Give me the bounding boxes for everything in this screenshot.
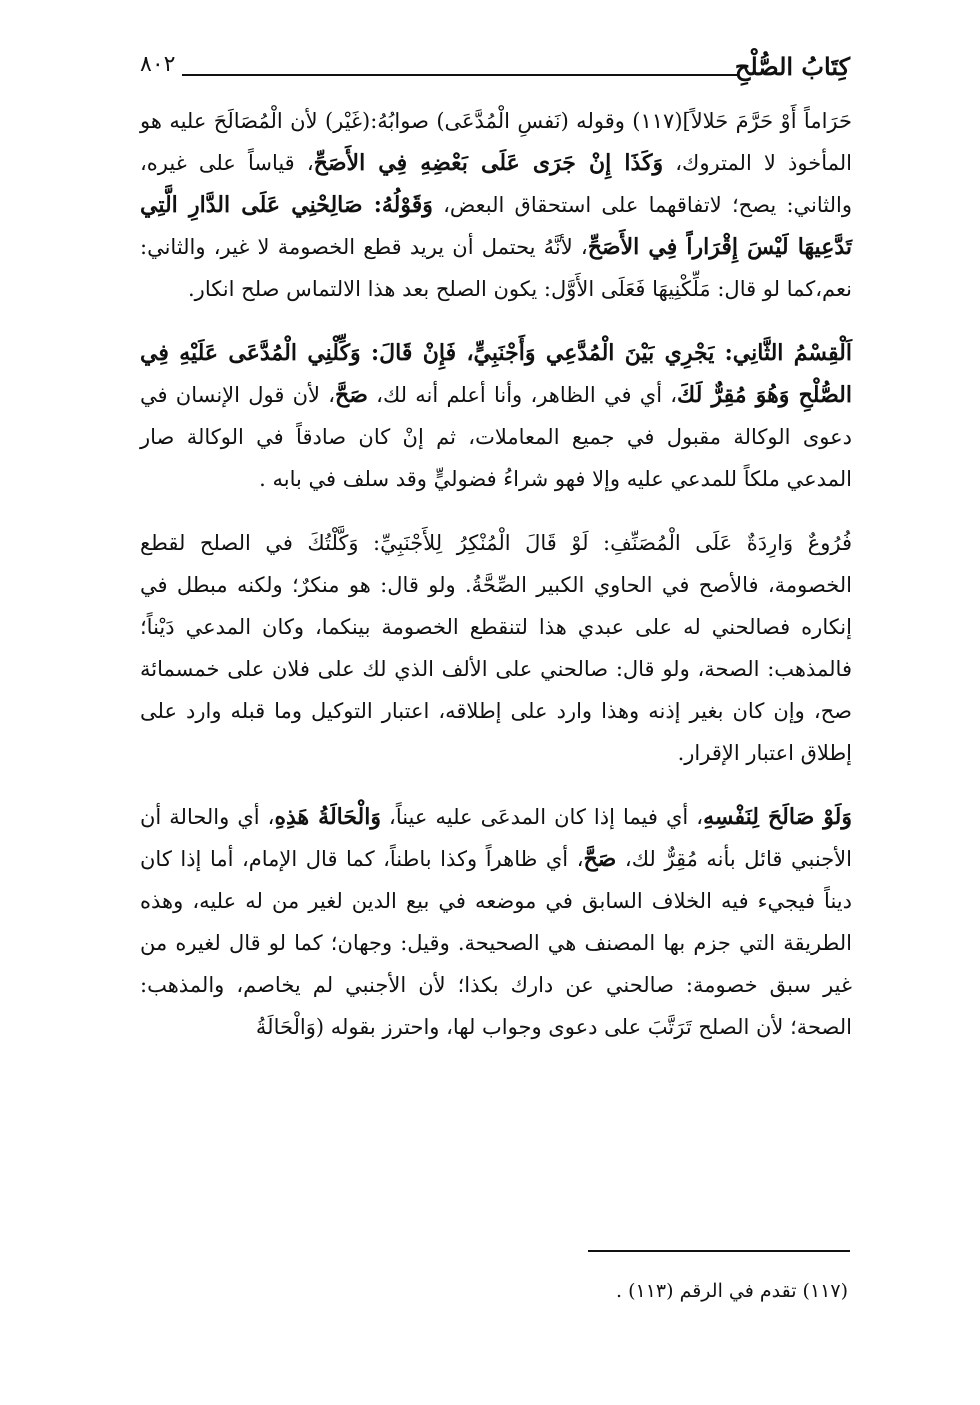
paragraph <box>140 522 852 774</box>
commentary-text: ، قياساً على غيره، والثاني: يصح؛ لاتفاقهما على استحقاق البعض، <box>140 151 852 217</box>
footnote: (١١٧) تقدم في الرقم (١١٣) . <box>616 1280 848 1302</box>
commentary-text: ، أي ظاهراً وكذا باطناً، كما قال الإمام، أما إذا كان ديناً فيجيء فيه الخلاف السابق في موضعه في بيع الدين لغير من له عليه، وهذه الطريقة التي جزم بها المصنف هي الصحيحة. وقيل: وجهان؛ كما لو قال لغيره من غير سبق خصومة: صالحني عن دارك بكذا؛ لأن الأجنبي لم يخاصم، والمذهب: الصحة؛ لأن الصلح تَرَتَّبَ على دعوى وجواب لها، واحترز بقوله (وَالْحَالَةُ <box>140 847 852 1039</box>
commentary-text: فُرُوعٌ وَارِدَةٌ عَلَى الْمُصَنِّفِ: لَوْ قَالَ الْمُنْكِرُ لِلأَجْنَبِيِّ: وَكَّلْتُكَ في الصلح لقطع الخصومة، فالأصح في الحاوي الكبير الصِّحَّةُ. ولو قال: هو منكرٌ؛ ولكنه مبطل في إنكاره فصالحني له على عبدي هذا لتنقطع الخصومة بينكما، وكان المدعي دَيْناً؛ فالمذهب: الصحة، ولو قال: صالحني على الألف الذي لك على فلان على خمسمائة صح، وإن كان بغير إذنه وهذا وارد على إطلاقه، اعتبار التوكيل وما قبله وارد على إطلاق اعتبار الإقرار. <box>140 531 852 765</box>
commentary-text: ، أي والحالة أن الأجنبي قائل بأنه مُقِرٌّ لك، <box>140 805 852 871</box>
body-text <box>140 100 852 1070</box>
paragraph <box>140 100 852 310</box>
matn-text: وَكَذَا إِنْ جَرَى عَلَى بَعْضِهِ فِي الأَصَحِّ <box>313 150 664 176</box>
matn-text: وَلَوْ صَالَحَ لِنَفْسِهِ <box>703 804 852 830</box>
matn-text: صَحَّ <box>583 846 617 872</box>
commentary-text: ، أي في الظاهر، وأنا أعلم أنه لك، <box>367 383 678 407</box>
commentary-text: ، لأن قول الإنسان في دعوى الوكالة مقبول في جميع المعاملات، ثم إنْ كان صادقاً في الوكالة صار المدعي ملكاً للمدعي عليه وإلا فهو شراءُ فضوليٍّ وقد سلف في بابه . <box>140 383 852 491</box>
commentary-text: حَرَاماً أَوْ حَرَّمَ حَلالاً](١١٧) وقوله (نَفسِ الْمُدَّعَى) صوابُهُ:(غَيْر) لأن الْمُصَالَحَ عليه هو المأخوذ لا المتروك، <box>140 109 852 175</box>
footnote-rule <box>588 1250 850 1252</box>
matn-text: صَحَّ <box>335 382 368 408</box>
page-number: ٨٠٢ <box>140 52 176 77</box>
matn-text: اَلْقِسْمُ الثَّانِي: يَجْرِي بَيْنَ الْمُدَّعِي وَأَجْنَبِيٍّ، فَإِنْ قَالَ: وَكِّلْنِي الْمُدَّعَى عَلَيْهِ فِي الصُّلْحِ وَهُوَ مُقِرٌّ لَكَ <box>140 340 852 408</box>
header-rule <box>182 74 738 76</box>
commentary-text: ، أي فيما إذا كان المدعَى عليه عيناً، <box>381 805 704 829</box>
paragraph <box>140 332 852 500</box>
paragraph <box>140 796 852 1048</box>
matn-text: وَقَوْلُهُ: صَالِحْنِي عَلَى الدَّارِ الَّتِي تَدَّعِيهَا لَيْسَ إِقْرَاراً فِي الأَصَحِّ <box>140 192 852 260</box>
running-header <box>140 52 850 86</box>
book-title: كِتَابُ الصُّلْحِ <box>734 52 850 81</box>
commentary-text: ، لأنَّهُ يحتمل أن يريد قطع الخصومة لا غير، والثاني: نعم،كما لو قال: مَلِّكْنِيهَا فَعَلَى الأَوَّل: يكون الصلح بعد هذا الالتماس صلح انكار. <box>140 235 852 301</box>
matn-text: وَالْحَالَةُ هَذِهِ <box>274 804 381 830</box>
